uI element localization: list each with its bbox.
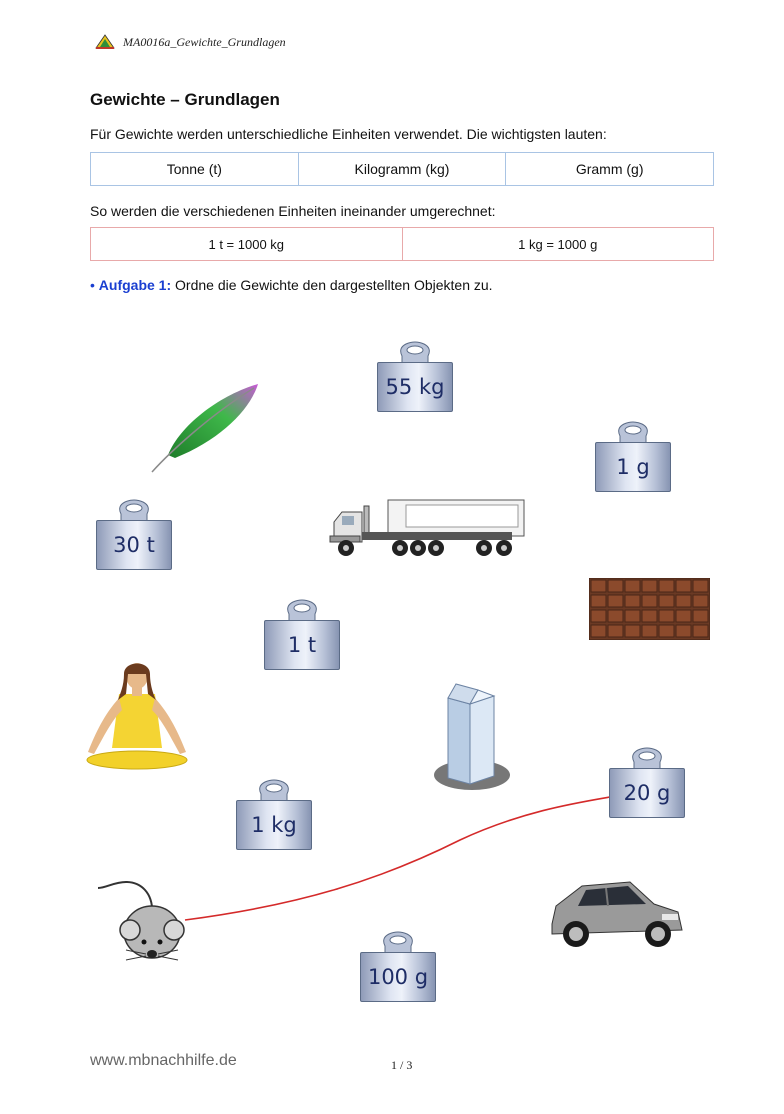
mouse-image[interactable] <box>96 876 188 968</box>
weight-label: 30 t <box>96 520 172 570</box>
weight-label: 55 kg <box>377 362 453 412</box>
task-text: Ordne die Gewichte den dargestellten Objekten zu. <box>171 277 493 293</box>
page-number: 1 / 3 <box>391 1058 413 1072</box>
conversion-t-kg: 1 t = 1000 kg <box>91 228 403 261</box>
bullet-icon: • <box>90 277 99 293</box>
intro-text: Für Gewichte werden unterschiedliche Einheiten verwendet. Die wichtigsten lauten: <box>90 126 607 142</box>
weight-label: 20 g <box>609 768 685 818</box>
page-title: Gewichte – Grundlagen <box>90 90 280 109</box>
document-id: MA0016a_Gewichte_Grundlagen <box>123 34 286 49</box>
weight-label: 1 t <box>264 620 340 670</box>
weight-30t[interactable] <box>96 498 172 570</box>
weight-label: 1 kg <box>236 800 312 850</box>
task-label: Aufgabe 1: <box>98 277 172 293</box>
unit-cell-tonne: Tonne (t) <box>91 153 299 186</box>
weight-1g[interactable] <box>595 420 671 492</box>
weight-55kg[interactable] <box>377 340 453 412</box>
weight-label: 100 g <box>360 952 436 1002</box>
weight-100g[interactable] <box>360 930 436 1002</box>
yoga-woman-image[interactable] <box>84 660 190 772</box>
weight-label: 1 g <box>595 442 671 492</box>
chocolate-image[interactable] <box>589 578 710 640</box>
footer-website[interactable]: www.mbnachhilfe.de <box>90 1052 237 1069</box>
milk-carton-image[interactable] <box>430 680 514 792</box>
unit-cell-gramm: Gramm (g) <box>506 153 714 186</box>
conversion-intro: So werden die verschiedenen Einheiten ineinander umgerechnet: <box>90 203 496 219</box>
feather-image[interactable] <box>150 380 265 475</box>
truck-image[interactable] <box>328 498 526 560</box>
conversion-kg-g: 1 kg = 1000 g <box>402 228 714 261</box>
weight-1kg[interactable] <box>236 778 312 850</box>
unit-cell-kilogramm: Kilogramm (kg) <box>298 153 506 186</box>
weight-20g[interactable] <box>609 746 685 818</box>
car-image[interactable] <box>546 876 684 952</box>
weight-1t[interactable] <box>264 598 340 670</box>
